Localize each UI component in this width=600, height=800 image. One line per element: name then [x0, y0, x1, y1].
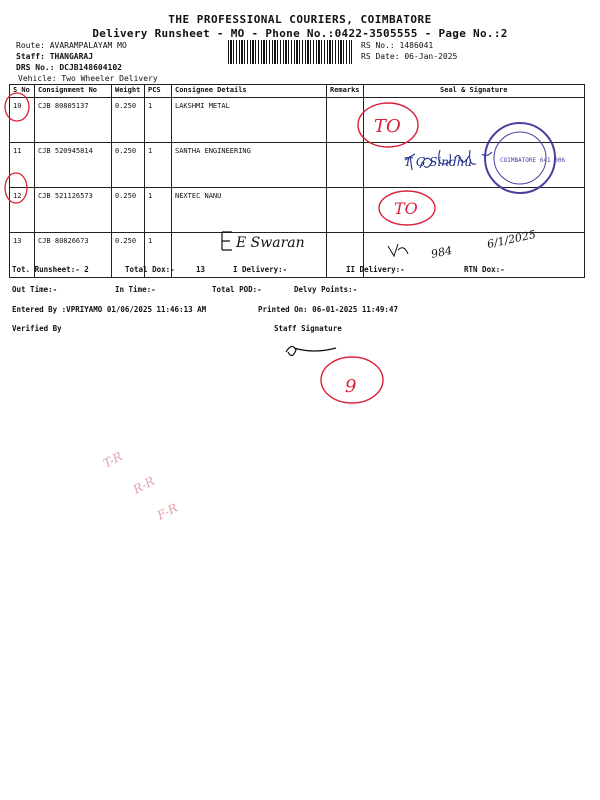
rtn-dox: RTN Dox:- [464, 265, 505, 274]
cell-consignment: CJB 520945814 [35, 143, 112, 188]
cell-consignment: CJB 80826673 [35, 233, 112, 278]
staff-signature-label: Staff Signature [274, 324, 342, 333]
vehicle-label: Vehicle: Two Wheeler Delivery [18, 74, 158, 83]
staff-label: Staff: THANGARAJ [16, 52, 94, 61]
cell-sno: 10 [10, 98, 35, 143]
cell-consignee: SANTHA ENGINEERING [172, 143, 327, 188]
in-time: In Time:- [115, 285, 156, 294]
rs-number: RS No.: 1486041 [361, 41, 434, 50]
cell-pcs: 1 [145, 98, 172, 143]
out-time: Out Time:- [12, 285, 58, 294]
col-weight: Weight [112, 85, 145, 98]
i-delivery: I Delivery:- [233, 265, 288, 274]
route-label: Route: AVARAMPALAYAM MO [16, 41, 127, 50]
ii-delivery: II Delivery:- [346, 265, 405, 274]
row13-consignee-sign: E Swaran [236, 235, 305, 251]
cell-weight: 0.250 [112, 188, 145, 233]
tot-runsheet: Tot. Runsheet:- 2 [12, 265, 89, 274]
cell-sno: 13 [10, 233, 35, 278]
margin-note-2: R-R [130, 473, 157, 497]
sno-10-circle [5, 93, 29, 121]
cell-sno: 11 [10, 143, 35, 188]
row11-signature: T G Sindhu [404, 155, 473, 169]
col-consignee: Consignee Details [172, 85, 327, 98]
company-stamp [485, 123, 565, 193]
total-pod: Total POD:- [212, 285, 262, 294]
cell-consignee: NEXTEC NANU [172, 188, 327, 233]
col-seal: Seal & Signature [363, 85, 584, 98]
printed-on: Printed On: 06-01-2025 11:49:47 [258, 305, 398, 314]
row12-to-mark: TO [394, 199, 418, 218]
col-consignment: Consignment No [35, 85, 112, 98]
row13-number: 984 [429, 243, 454, 261]
staff-signature-scribble [286, 346, 336, 355]
runsheet-subtitle: Delivery Runsheet - MO - Phone No.:0422-3505555 - Page No.:2 [92, 27, 508, 40]
col-pcs: PCS [145, 85, 172, 98]
cell-weight: 0.250 [112, 98, 145, 143]
drs-label: DRS No.: DCJB148604102 [16, 63, 122, 72]
row10-to-mark: TO [374, 116, 401, 137]
row13-scribble [388, 244, 408, 256]
cell-sno: 12 [10, 188, 35, 233]
company-title: THE PROFESSIONAL COURIERS, COIMBATORE [168, 13, 432, 26]
delvy-points: Delvy Points:- [294, 285, 358, 294]
stamp-text: COIMBATORE 641 006 [500, 157, 566, 164]
col-sno: S No [10, 85, 35, 98]
sno-12-circle [5, 173, 27, 203]
cell-consignee: LAKSHMI METAL [172, 98, 327, 143]
cell-pcs: 1 [145, 233, 172, 278]
staff-mark: 9 [345, 376, 357, 397]
cell-consignment: CJB 80805137 [35, 98, 112, 143]
row13-date: 6/1/2025 [485, 227, 537, 251]
entered-by: Entered By :VPRIYAMO 01/06/2025 11:46:13 AM [12, 305, 207, 314]
row13-e-stroke [222, 232, 232, 250]
cell-weight: 0.250 [112, 143, 145, 188]
cell-consignment: CJB 521126573 [35, 188, 112, 233]
total-dox-value: 13 [196, 265, 206, 274]
margin-note-3: F-R [154, 500, 180, 523]
verified-by: Verified By [12, 324, 62, 333]
cell-pcs: 1 [145, 143, 172, 188]
total-dox-label: Total Dox:- [125, 265, 175, 274]
cell-pcs: 1 [145, 188, 172, 233]
margin-note-1: T-R [100, 449, 125, 471]
col-remarks: Remarks [327, 85, 364, 98]
cell-weight: 0.250 [112, 233, 145, 278]
rs-date: RS Date: 06-Jan-2025 [361, 52, 458, 61]
